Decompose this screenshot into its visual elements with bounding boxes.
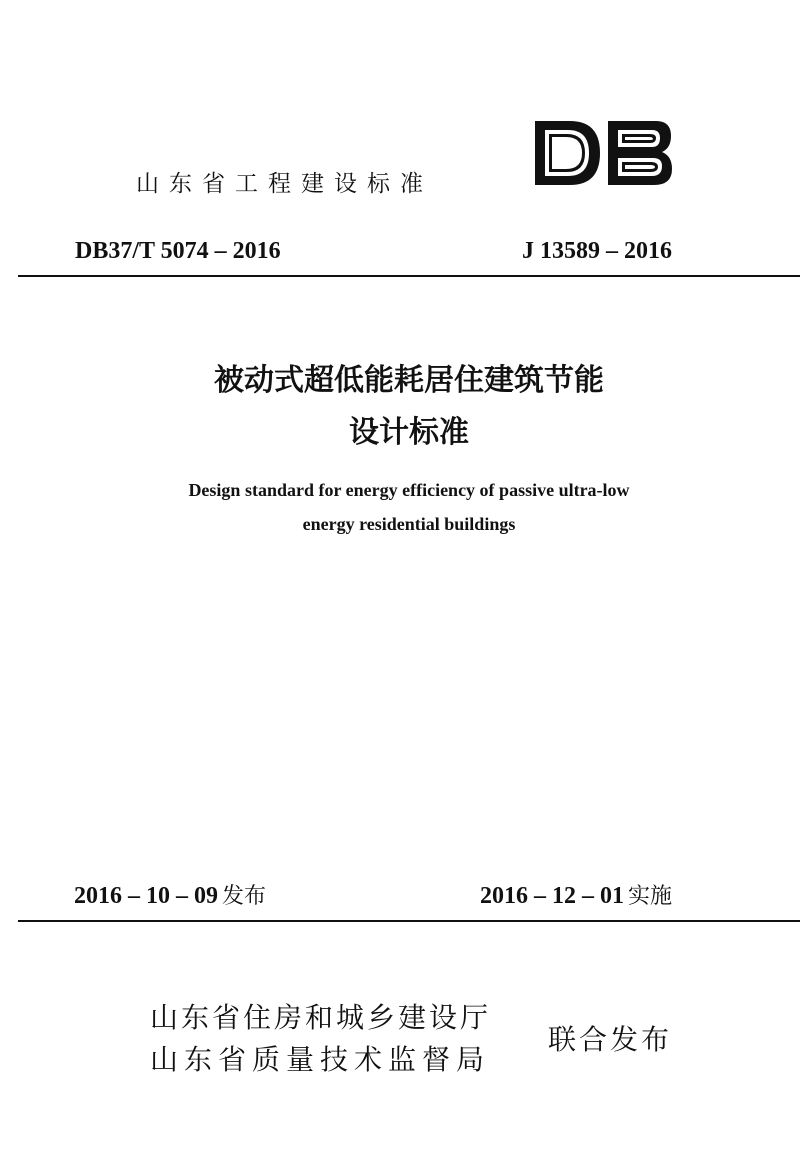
implement-label: 实施 [627, 884, 672, 909]
implement-date-block [480, 880, 672, 913]
title-cn-line2: 设计标准 [349, 415, 469, 450]
record-code: J 13589 – 2016 [522, 238, 672, 264]
issue-date-block [74, 880, 266, 913]
publisher-org1: 山东省住房和城乡建设厅 [150, 1001, 492, 1034]
title-en-line1: Design standard for energy efficiency of passive ultra-low [188, 480, 630, 500]
db-logo [532, 118, 674, 188]
top-divider [18, 275, 800, 277]
joint-publish-label: 联合发布 [548, 1023, 673, 1056]
standard-code: DB37/T 5074 – 2016 [75, 238, 281, 264]
bottom-divider [18, 920, 800, 922]
title-en-line2: energy residential buildings [302, 514, 516, 534]
title-cn-line1: 被动式超低能耗居住建筑节能 [214, 363, 604, 398]
series-title: 山东省工程建设标准 [136, 171, 433, 197]
issue-date: 2016 – 10 – 09 [74, 883, 218, 909]
implement-date: 2016 – 12 – 01 [479, 883, 624, 909]
publisher-org2: 山东省质量技术监督局 [150, 1043, 491, 1076]
issue-label: 发布 [222, 884, 267, 909]
